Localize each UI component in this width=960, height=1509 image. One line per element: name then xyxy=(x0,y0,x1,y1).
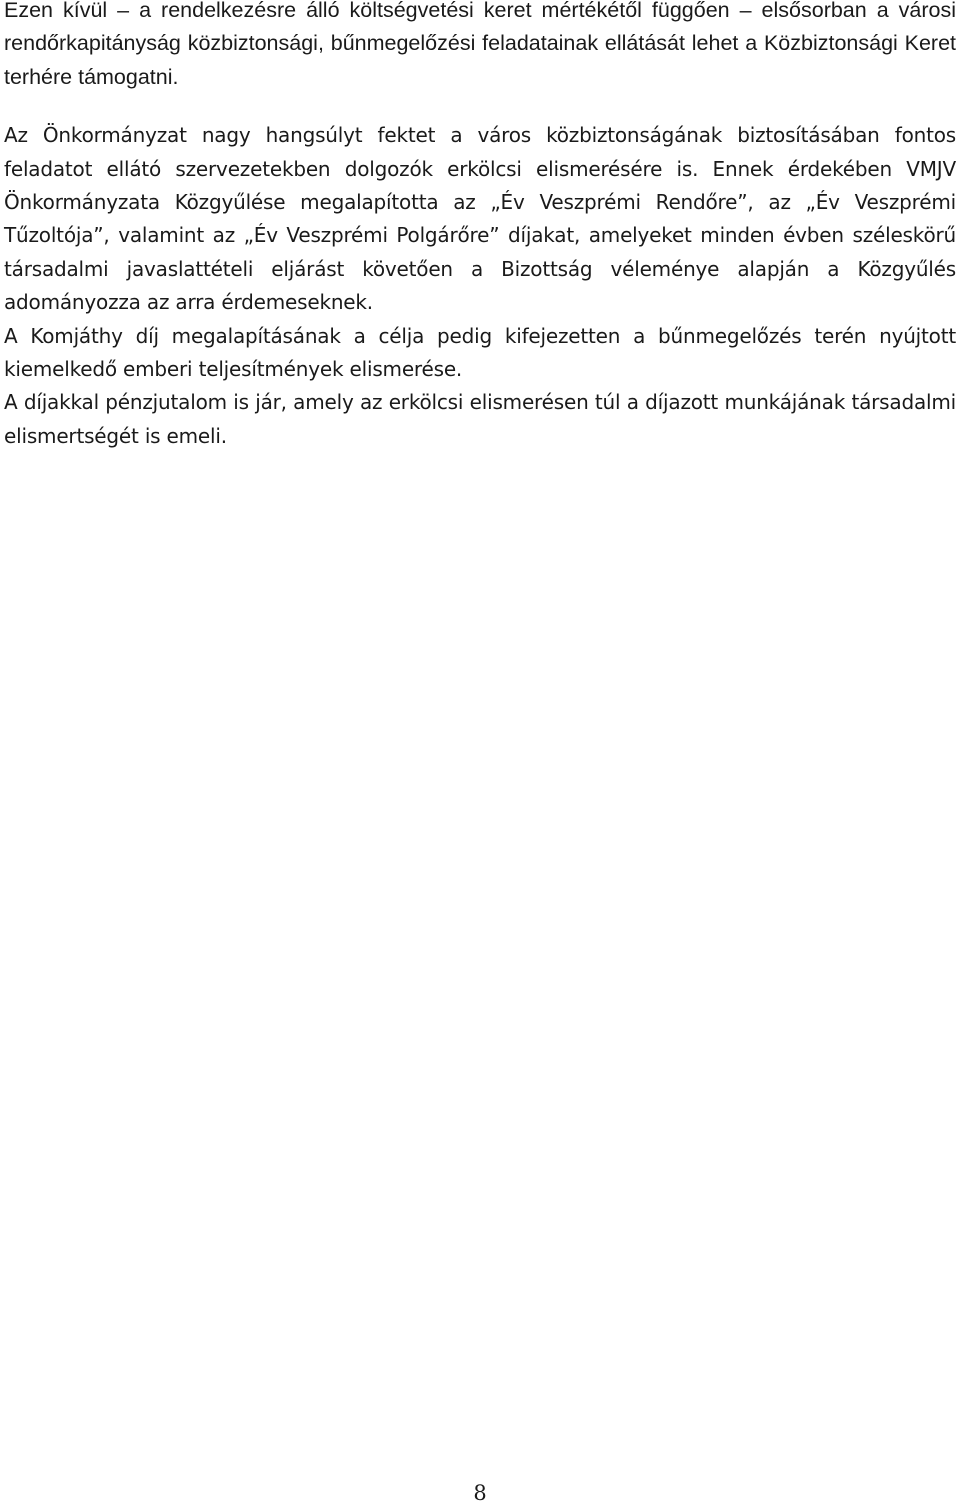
paragraph-spacer xyxy=(4,94,956,119)
document-body xyxy=(4,0,956,453)
paragraph-komjathy-award: A Komjáthy díj megalapításának a célja pedig kifejezetten a bűnmegelőzés terén nyújtott kiemelkedő emberi teljesítmények elismerése. xyxy=(4,323,956,382)
paragraph-awards-founding: Az Önkormányzat nagy hangsúlyt fektet a város közbiztonságának biztosításában fontos feladatot ellátó szervezetekben dolgozók erkölcsi elismerésére is. Ennek érdekében VMJV Önkormányzata Közgyűlése megalapította az „Év Veszprémi Rendőre”, az „Év Veszprémi Tűzoltója”, valamint az „Év Veszprémi Polgárőre” díjakat, amelyeket minden évben széleskörű társadalmi javaslattételi eljárást követően a Bizottság véleménye alapján a Közgyűlés adományozza az arra érdemeseknek. xyxy=(4,123,956,315)
page-number: 8 xyxy=(473,1481,487,1505)
paragraph-budget-support: Ezen kívül – a rendelkezésre álló költségvetési keret mértékétől függően – elsősorban a városi rendőrkapitányság közbiztonsági, bűnmegelőzési feladatainak ellátását lehet a Közbiztonsági Keret terhére támogatni. xyxy=(4,0,956,89)
paragraph-cash-prize: A díjakkal pénzjutalom is jár, amely az erkölcsi elismerésen túl a díjazott munkájának társadalmi elismertségét is emeli. xyxy=(4,390,956,448)
